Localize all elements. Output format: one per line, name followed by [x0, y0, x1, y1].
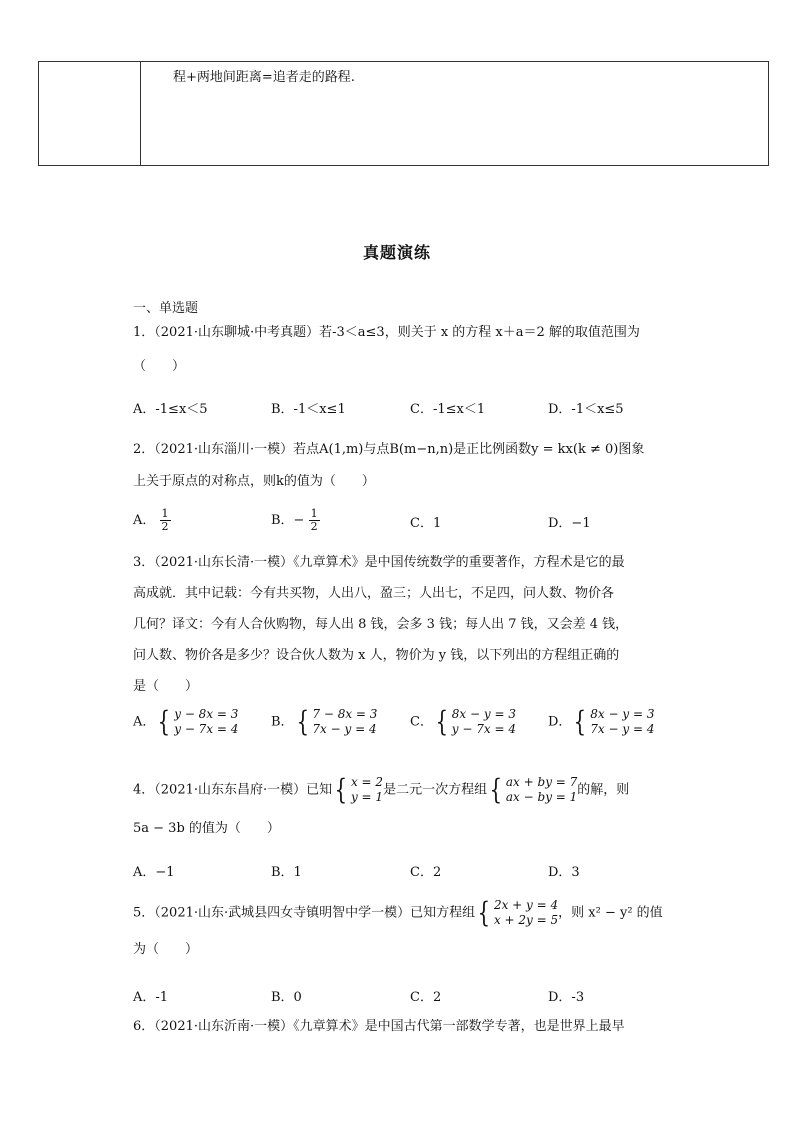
q2-option-b-fraction: $\frac{1}{2}$	[310, 507, 318, 533]
q2-option-c[interactable]: C．1	[410, 516, 442, 531]
page-title: 真题演练	[362, 243, 431, 262]
q3-option-d[interactable]: D． { 8x − y = 3 7x − y = 4	[548, 705, 655, 738]
question-2	[133, 440, 663, 492]
q3-option-b-system: { 7 − 8x = 3 7x − y = 4	[296, 705, 378, 738]
q5-option-d[interactable]: D．-3	[548, 990, 585, 1005]
q4-equation-system: { ax + by = 7 ax − by = 1	[489, 773, 578, 806]
q3-line5: 是（ ）	[133, 679, 199, 694]
q4-solution-system: { x = 2 y = 1	[334, 773, 384, 806]
q3-line2: 高成就．其中记载：今有共买物，人出八，盈三；人出七，不足四，问人数、物价各	[133, 586, 615, 601]
q3-option-b[interactable]: B． { 7 − 8x = 3 7x − y = 4	[271, 705, 378, 738]
q2-option-a-fraction: $\frac{1}{2}$	[161, 507, 169, 533]
q2-option-a-label: A．	[133, 513, 156, 528]
q2-line1: 2．（2021·山东淄川·一模）若点A(1,m)与点B(m−n,n)是正比例函数y = kx(k ≠ 0)图象	[133, 442, 645, 457]
q4-option-c[interactable]: C．2	[410, 865, 442, 880]
q4-option-d[interactable]: D．3	[548, 865, 580, 880]
q5-option-b[interactable]: B．0	[271, 990, 302, 1005]
question-1	[133, 323, 663, 377]
q1-option-b[interactable]: B．-1＜x≤1	[271, 402, 346, 417]
q1-option-c[interactable]: C．-1≤x＜1	[410, 402, 486, 417]
q4-option-b[interactable]: B．1	[271, 865, 302, 880]
q5-option-c[interactable]: C．2	[410, 990, 442, 1005]
q3-option-a-system: { y − 8x = 3 y − 7x = 4	[158, 705, 239, 738]
q3-line3: 几何？译文：今有人合伙购物，每人出 8 钱，会多 3 钱；每人出 7 钱，又会差 4 钱，	[133, 617, 629, 632]
q5-option-a[interactable]: A．-1	[133, 990, 169, 1005]
q5-suffix: ，则 x² − y² 的值	[558, 905, 663, 921]
q3-option-c[interactable]: C． { 8x − y = 3 y − 7x = 4	[410, 705, 516, 738]
question-5	[133, 898, 673, 960]
q1-option-a[interactable]: A．-1≤x＜5	[133, 402, 208, 417]
question-3	[133, 547, 663, 702]
q3-option-c-system: { 8x − y = 3 y − 7x = 4	[435, 705, 516, 738]
q6-line1: 6．（2021·山东沂南·一模）《九章算术》是中国古代第一部数学专著，也是世界上最早	[133, 1019, 625, 1034]
q5-line2: 为（ ）	[133, 942, 199, 957]
q3-option-a[interactable]: A． { y − 8x = 3 y − 7x = 4	[133, 705, 239, 738]
q2-option-b-label: B．−	[271, 513, 305, 528]
q1-option-d[interactable]: D．-1＜x≤5	[548, 402, 624, 417]
q2-line2: 上关于原点的对称点，则k的值为（ ）	[133, 474, 375, 489]
q2-option-b[interactable]	[271, 508, 320, 533]
q2-option-d[interactable]: D．−1	[548, 516, 591, 531]
q1-blank: （ ）	[133, 359, 186, 374]
q2-option-a[interactable]	[133, 508, 171, 533]
section-heading: 一、单选题	[133, 301, 199, 316]
question-4	[133, 775, 673, 839]
q3-option-d-system: { 8x − y = 3 7x − y = 4	[574, 705, 655, 738]
q1-text: 1．（2021·山东聊城·中考真题）若-3＜a≤3，则关于 x 的方程 x＋a＝2 解的取值范围为	[133, 325, 640, 340]
q4-prefix: 4．（2021·山东东昌府·一模）已知	[133, 782, 333, 798]
table-divider	[140, 62, 141, 165]
q4-option-a[interactable]: A．−1	[133, 865, 175, 880]
q4-line2: 5a − 3b 的值为（ ）	[133, 821, 280, 836]
q4-suffix: 的解，则	[577, 782, 630, 798]
table-cell-text: 程+两地间距离=追者走的路程.	[173, 70, 355, 85]
q3-line4: 问人数、物价各是多少？设合伙人数为 x 人，物价为 y 钱，以下列出的方程组正确的	[133, 648, 620, 663]
q5-prefix: 5．（2021·山东·武城县四女寺镇明智中学一模）已知方程组	[133, 905, 476, 921]
q5-equation-system: { 2x + y = 4 x + 2y = 5	[477, 896, 559, 929]
q3-line1: 3．（2021·山东长清·一模）《九章算术》是中国传统数学的重要著作，方程术是它的最	[133, 555, 625, 570]
table-fragment	[38, 61, 769, 166]
q4-middle: 是二元一次方程组	[383, 782, 488, 798]
question-6	[133, 1017, 663, 1037]
